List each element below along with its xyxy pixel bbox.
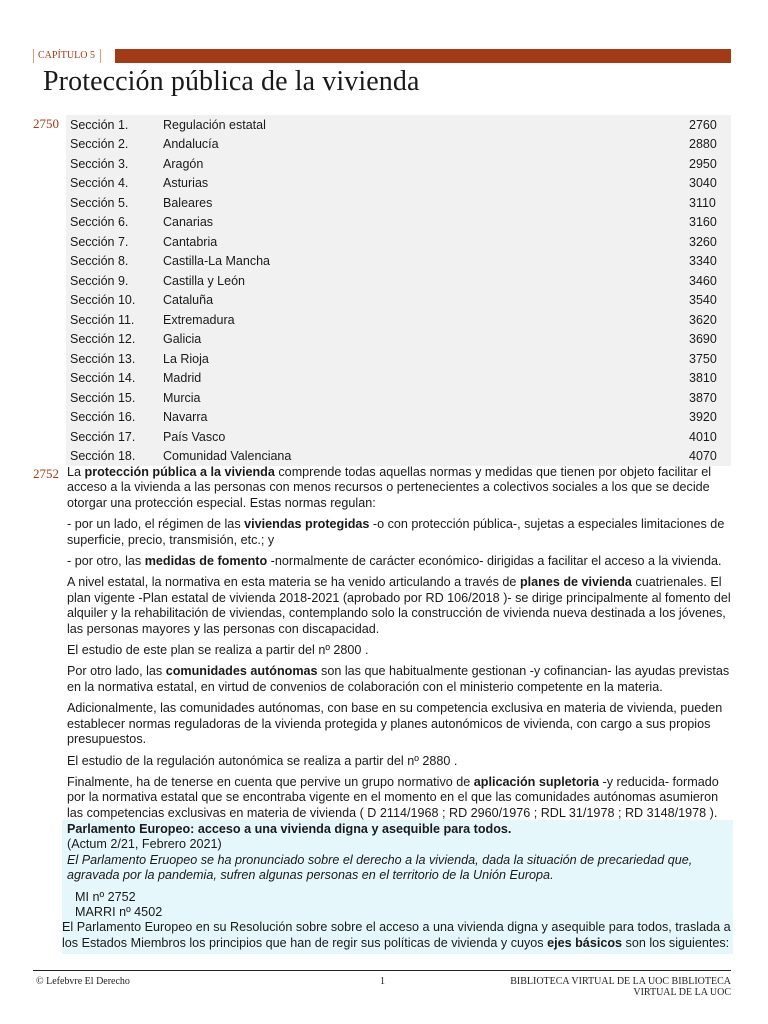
section-index-table xyxy=(66,115,731,466)
toc-section-title: Asturias xyxy=(163,176,209,191)
toc-marginal-number: 4010 xyxy=(689,429,717,444)
paragraph: La protección pública a la vivienda comprende todas aquellas normas y medidas que tienen por objeto facilitar el acceso a la vivienda a las personas con menos recursos o pertenecientes a colectivos sociales a los que se decide otorgar una protección especial. Estas normas regulan: xyxy=(67,465,712,510)
emphasis: comunidades autónomas xyxy=(165,664,318,679)
toc-section-label: Sección 1. xyxy=(70,117,129,132)
toc-section-title: Castilla y León xyxy=(163,273,245,288)
toc-marginal-number: 3040 xyxy=(689,176,717,191)
toc-marginal-number: 2950 xyxy=(689,156,717,171)
callout-summary: El Parlamento Eruopeo se ha pronunciado sobre el derecho a la vivienda, dada la situación de precariedad que, agravada por la pandemia, sufren algunas personas en el territorio de la Unión Europa. xyxy=(67,852,693,883)
toc-marginal-number: 4070 xyxy=(689,449,717,464)
callout-reference: (Actum 2/21, Febrero 2021) xyxy=(67,837,222,852)
toc-marginal-number: 3160 xyxy=(689,215,717,230)
toc-section-label: Sección 18. xyxy=(70,449,136,464)
toc-section-label: Sección 16. xyxy=(70,410,136,425)
toc-section-label: Sección 11. xyxy=(70,312,135,327)
toc-row[interactable] xyxy=(66,291,731,311)
footer-copyright: © Lefebvre El Derecho xyxy=(36,976,130,987)
toc-row[interactable] xyxy=(66,271,731,291)
toc-section-title: Cantabria xyxy=(163,234,218,249)
marginal-number[interactable]: 2750 xyxy=(33,116,59,131)
toc-section-label: Sección 6. xyxy=(70,215,129,230)
toc-section-label: Sección 7. xyxy=(70,234,129,249)
toc-marginal-number: 3920 xyxy=(689,410,717,425)
toc-section-title: Murcia xyxy=(163,390,201,405)
paragraph: - por otro, las medidas de fomento -normalmente de carácter económico- dirigidas a facilitar el acceso a la vivienda. xyxy=(67,554,722,569)
paragraph: - por un lado, el régimen de las viviendas protegidas -o con protección pública-, sujetas a especiales limitaciones de superficie, precio, transmisión, etc.; y xyxy=(67,517,725,547)
paragraph: A nivel estatal, la normativa en esta materia se ha venido articulando a través de planes de vivienda cuatrienales. El plan vigente -Plan estatal de vivienda 2018-2021 (aprobado por RD 106/2018 )- se dirige principalmente al fomento del alquiler y la rehabilitación de viviendas, contemplando solo la construcción de vivienda nueva destinada a los jóvenes, las personas mayores y las personas con discapacidad. xyxy=(67,575,731,636)
toc-row[interactable] xyxy=(66,427,731,447)
toc-row[interactable] xyxy=(66,154,731,174)
toc-section-label: Sección 5. xyxy=(70,195,129,210)
chapter-rule xyxy=(115,49,731,63)
toc-row[interactable] xyxy=(66,193,731,213)
paragraph: Por otro lado, las comunidades autónomas son las que habitualmente gestionan -y cofinancian- las ayudas previstas en la normativa estatal, en virtud de convenios de colaboración con el ministerio competente en la materia. xyxy=(67,664,730,694)
toc-marginal-number: 3260 xyxy=(689,234,717,249)
news-callout-box xyxy=(62,820,733,954)
emphasis: viviendas protegidas xyxy=(244,517,370,532)
toc-section-label: Sección 4. xyxy=(70,176,129,191)
paragraph-link[interactable]: El estudio de la regulación autonómica se realiza a partir del nº 2880 . xyxy=(67,753,458,768)
toc-section-title: Canarias xyxy=(163,215,214,230)
toc-row[interactable] xyxy=(66,349,731,369)
toc-section-title: Regulación estatal xyxy=(163,117,266,132)
toc-section-title: Madrid xyxy=(163,371,202,386)
toc-section-label: Sección 12. xyxy=(70,332,136,347)
toc-section-title: Andalucía xyxy=(163,137,219,152)
toc-section-label: Sección 10. xyxy=(70,293,136,308)
toc-section-label: Sección 3. xyxy=(70,156,129,171)
toc-section-title: Cataluña xyxy=(163,293,214,308)
emphasis: medidas de fomento xyxy=(144,554,268,569)
toc-row[interactable] xyxy=(66,135,731,155)
toc-marginal-number: 3750 xyxy=(689,351,717,366)
toc-row[interactable] xyxy=(66,408,731,428)
toc-row[interactable] xyxy=(66,213,731,233)
toc-section-title: Comunidad Valenciana xyxy=(163,449,292,464)
toc-section-title: País Vasco xyxy=(163,429,226,444)
toc-section-title: Aragón xyxy=(163,156,204,171)
paragraph: Finalmente, ha de tenerse en cuenta que pervive un grupo normativo de aplicación supletoria -y reducida- formado por la normativa estatal que se encontraba vigente en el momento en el que las comunidades autónomas asumieron las competencias exclusivas en materia de vivienda ( D 2114/1968 ; RD 2960/1976 ; RDL 31/1978 ; RD 3148/1978 ). xyxy=(67,774,719,820)
toc-row[interactable] xyxy=(66,232,731,252)
toc-section-label: Sección 8. xyxy=(70,254,129,269)
toc-marginal-number: 3870 xyxy=(689,390,717,405)
chapter-label: CAPÍTULO 5 xyxy=(33,49,101,63)
chapter-header-bar xyxy=(33,49,731,63)
toc-section-title: Navarra xyxy=(163,410,208,425)
toc-row[interactable] xyxy=(66,310,731,330)
toc-marginal-number: 3620 xyxy=(689,312,717,327)
toc-section-label: Sección 17. xyxy=(70,429,136,444)
toc-section-title: Galicia xyxy=(163,332,202,347)
body-text xyxy=(67,465,731,827)
toc-marginal-number: 3460 xyxy=(689,273,717,288)
paragraph: Adicionalmente, las comunidades autónomas, con base en su competencia exclusiva en materia de vivienda, pueden establecer normas reguladoras de la vivienda protegida y planes autonómicos de vivienda, con cargo a sus propios presupuestos. xyxy=(67,701,723,747)
toc-section-label: Sección 9. xyxy=(70,273,129,288)
toc-marginal-number: 3110 xyxy=(689,195,716,210)
marginal-number[interactable]: 2752 xyxy=(33,466,59,481)
page-number: 1 xyxy=(380,976,385,987)
toc-section-label: Sección 15. xyxy=(70,390,136,405)
toc-row[interactable] xyxy=(66,174,731,194)
toc-row[interactable] xyxy=(66,115,731,135)
emphasis: aplicación supletoria xyxy=(473,774,600,789)
toc-marginal-number: 3690 xyxy=(689,332,717,347)
toc-section-label: Sección 14. xyxy=(70,371,136,386)
toc-section-title: Castilla-La Mancha xyxy=(163,254,270,269)
toc-row[interactable] xyxy=(66,388,731,408)
paragraph-link[interactable]: El estudio de este plan se realiza a partir del nº 2800 . xyxy=(67,643,369,658)
toc-row[interactable] xyxy=(66,252,731,272)
footer-rule xyxy=(33,970,731,971)
toc-marginal-number: 3810 xyxy=(689,371,717,386)
toc-section-title: Extremadura xyxy=(163,312,235,327)
toc-section-label: Sección 13. xyxy=(70,351,136,366)
toc-row[interactable] xyxy=(66,447,731,467)
emphasis: ejes básicos xyxy=(547,935,623,950)
cross-reference-link[interactable]: MARRI nº 4502 xyxy=(75,905,163,920)
toc-section-title: Baleares xyxy=(163,195,213,210)
toc-row[interactable] xyxy=(66,369,731,389)
toc-section-label: Sección 2. xyxy=(70,137,129,152)
callout-title: Parlamento Europeo: acceso a una vivienda digna y asequible para todos. xyxy=(67,822,512,836)
toc-section-title: La Rioja xyxy=(163,351,209,366)
page-title: Protección pública de la vivienda xyxy=(43,66,420,97)
toc-marginal-number: 2760 xyxy=(689,117,717,132)
toc-marginal-number: 2880 xyxy=(689,137,717,152)
cross-reference-link[interactable]: MI nº 2752 xyxy=(75,889,136,904)
callout-paragraph: El Parlamento Europeo en su Resolución sobre sobre el acceso a una vivienda digna y asequible para todos, traslada a los Estados Miembros los principios que han de regir sus políticas de vivienda y cuyos ejes básicos son los siguientes: xyxy=(62,920,731,950)
emphasis: planes de vivienda xyxy=(519,575,632,590)
footer-library: BIBLIOTECA VIRTUAL DE LA UOC BIBLIOTECA VIRTUAL DE LA UOC xyxy=(510,976,731,998)
toc-row[interactable] xyxy=(66,330,731,350)
emphasis: protección pública a la vivienda xyxy=(84,465,275,479)
toc-marginal-number: 3540 xyxy=(689,293,717,308)
toc-marginal-number: 3340 xyxy=(689,254,717,269)
